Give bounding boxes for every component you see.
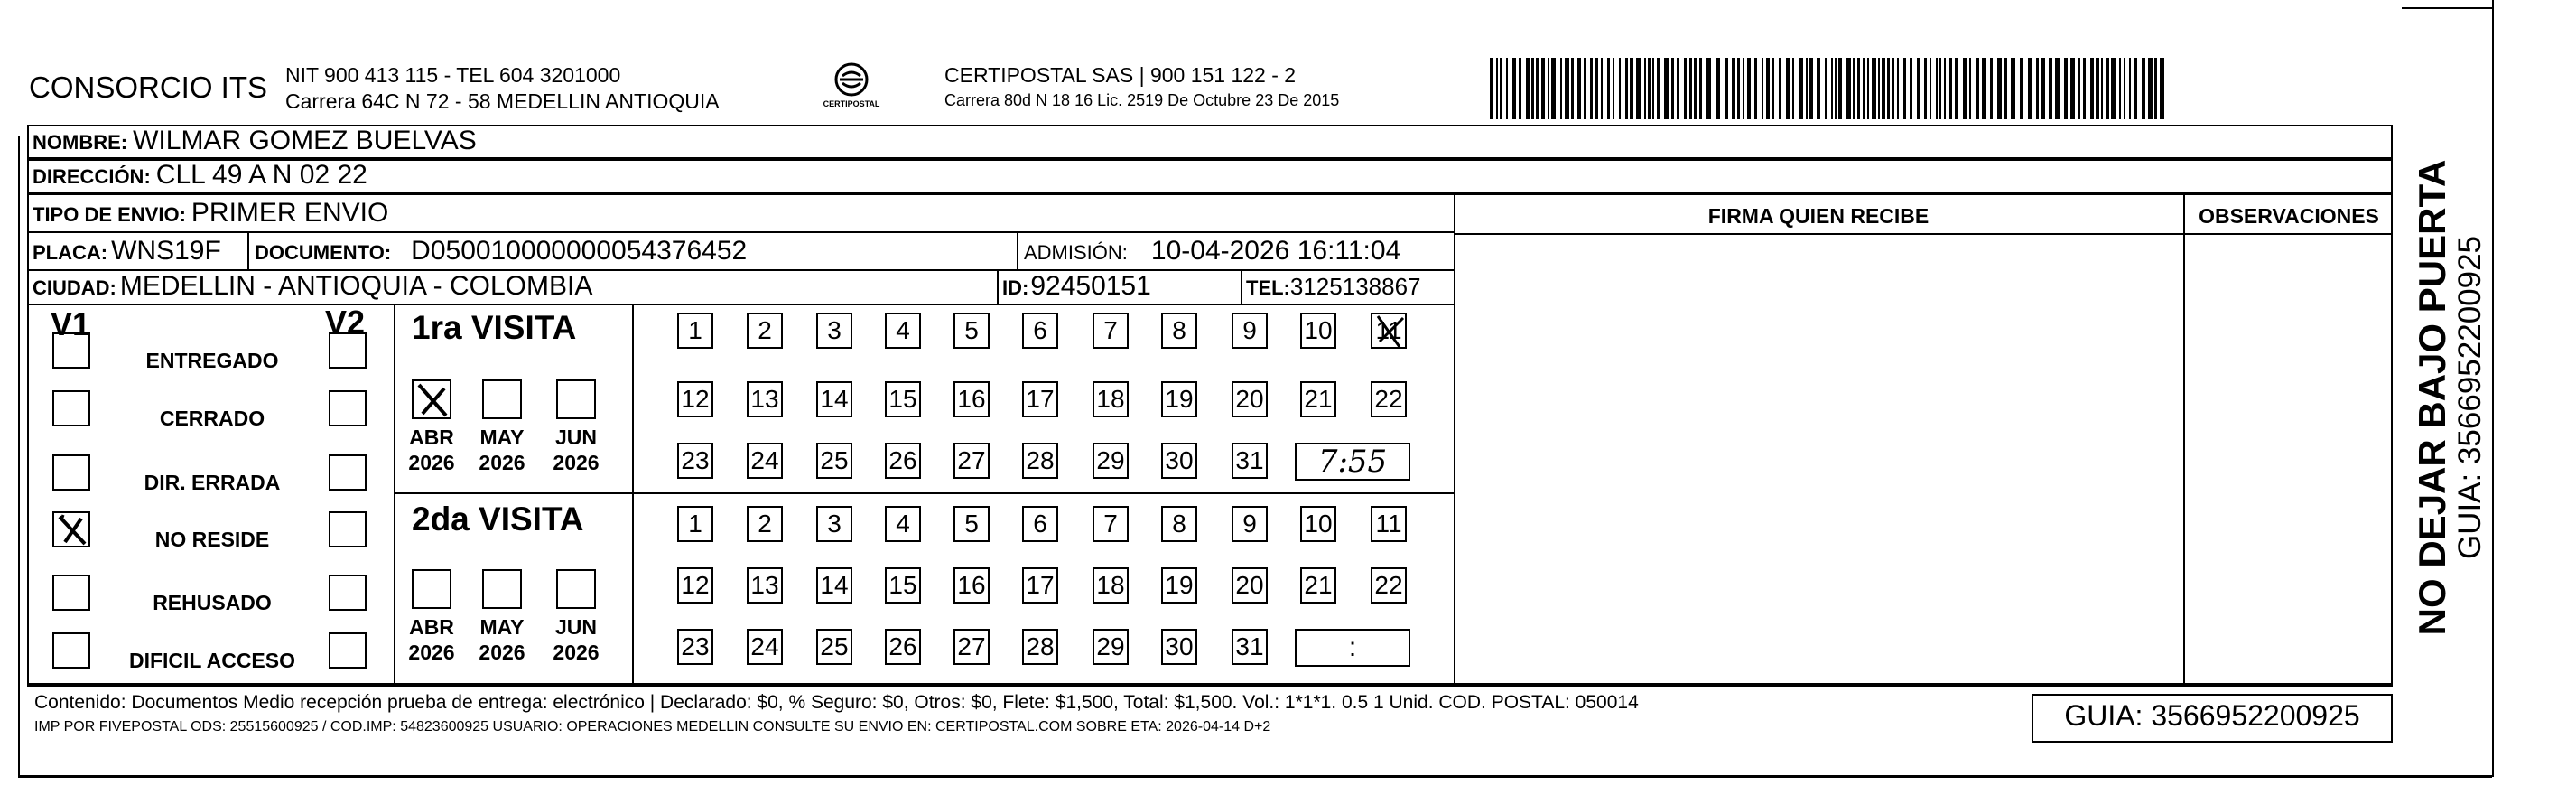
- second-day-box-27[interactable]: [953, 629, 990, 665]
- second-month-checkbox-jun[interactable]: [556, 569, 596, 609]
- v2-checkbox[interactable]: [329, 454, 367, 491]
- second-day-number: 27: [957, 632, 986, 660]
- first-day-box-14[interactable]: [816, 381, 852, 417]
- first-day-box-10[interactable]: [1300, 313, 1336, 349]
- second-day-box-10[interactable]: [1300, 506, 1336, 542]
- placa-content: [33, 236, 221, 267]
- second-day-number: 11: [1375, 510, 1402, 538]
- nombre-value: WILMAR GOMEZ BUELVAS: [133, 126, 477, 155]
- v2-checkbox[interactable]: [329, 511, 367, 547]
- second-visit-title: 2da VISITA: [412, 501, 584, 538]
- footer-top-line: [27, 685, 2393, 687]
- direccion-row: [27, 159, 2393, 193]
- first-day-box-27[interactable]: [953, 443, 990, 479]
- first-day-number: 5: [964, 316, 979, 344]
- first-day-number: 27: [957, 446, 986, 474]
- first-day-number: 11: [1375, 316, 1402, 344]
- first-day-box-16[interactable]: [953, 381, 990, 417]
- first-day-box-21[interactable]: [1300, 381, 1336, 417]
- first-day-number: 31: [1235, 446, 1264, 474]
- second-day-box-5[interactable]: [953, 506, 990, 542]
- documento-content: [255, 236, 747, 267]
- second-day-number: 31: [1235, 632, 1264, 660]
- first-day-box-3[interactable]: [816, 313, 852, 349]
- first-year-label: 2026: [408, 451, 455, 474]
- first-day-number: 6: [1033, 316, 1047, 344]
- first-year-label: 2026: [479, 451, 525, 474]
- first-year-label: 2026: [553, 451, 600, 474]
- first-day-box-30[interactable]: [1161, 443, 1197, 479]
- second-year-label: 2026: [553, 641, 600, 664]
- v2-checkbox[interactable]: [329, 390, 367, 426]
- second-day-box-24[interactable]: [747, 629, 783, 665]
- barcode: [1490, 58, 2165, 119]
- status-label: CERRADO: [159, 407, 265, 430]
- footer-line-1: Contenido: Documentos Medio recepción prueba de entrega: electrónico | Declarado: $0, % Seguro: $0, Otros: $0, Flete: $1,500, Total: $1,500. Vol.: 1*1*1. 0.5 1 Unid. COD. POSTAL: 050014: [34, 692, 1639, 713]
- observaciones-label: OBSERVACIONES: [2199, 204, 2379, 228]
- second-day-box-7[interactable]: [1093, 506, 1129, 542]
- second-day-box-11[interactable]: [1371, 506, 1407, 542]
- second-day-number: 4: [896, 510, 910, 538]
- first-month-checkbox-abr[interactable]: [412, 379, 451, 419]
- first-day-box-31[interactable]: [1232, 443, 1268, 479]
- visit-split-line: [394, 492, 1455, 494]
- v1-checkbox[interactable]: [52, 632, 90, 669]
- v1-checkbox[interactable]: [52, 390, 90, 426]
- frame-bottom-line: [18, 775, 2492, 778]
- firma-left-divider: [1454, 193, 1455, 685]
- tipo-value: PRIMER ENVIO: [191, 198, 389, 228]
- second-day-number: 25: [820, 632, 849, 660]
- months-divider: [632, 304, 634, 685]
- footer-line-2: IMP POR FIVEPOSTAL ODS: 25515600925 / COD.IMP: 54823600925 USUARIO: OPERACIONES MEDELLIN CONSULTE SU ENVIO EN: CERTIPOSTAL.COM SOBRE ETA: 2026-04-14 D+2: [34, 719, 1271, 735]
- second-day-number: 26: [888, 632, 917, 660]
- carrier-logo-text: CERTIPOSTAL: [823, 99, 880, 108]
- frame-left-line: [18, 136, 20, 777]
- admision-divider: [1017, 231, 1018, 269]
- first-day-box-20[interactable]: [1232, 381, 1268, 417]
- carrier-address: Carrera 80d N 18 16 Lic. 2519 De Octubre 23 De 2015: [944, 91, 1340, 109]
- second-day-box-6[interactable]: [1022, 506, 1058, 542]
- first-month-label: JUN: [554, 426, 597, 449]
- second-month-checkbox-may[interactable]: [482, 569, 522, 609]
- first-day-box-15[interactable]: [885, 381, 921, 417]
- v1-checkbox[interactable]: [52, 575, 90, 611]
- second-day-box-9[interactable]: [1232, 506, 1268, 542]
- second-day-box-22[interactable]: [1371, 567, 1407, 604]
- first-day-number: 19: [1165, 385, 1194, 413]
- direccion-label: DIRECCIÓN:: [33, 165, 151, 188]
- second-day-number: 13: [750, 571, 779, 599]
- first-day-box-5[interactable]: [953, 313, 990, 349]
- v1-checkbox[interactable]: [52, 454, 90, 491]
- first-day-number: 10: [1304, 316, 1333, 344]
- second-day-number: 20: [1235, 571, 1264, 599]
- nombre-label: NOMBRE:: [33, 131, 128, 154]
- second-day-number: 3: [827, 510, 842, 538]
- second-month-label: JUN: [554, 615, 597, 639]
- second-day-number: 5: [964, 510, 979, 538]
- first-day-number: 12: [681, 385, 710, 413]
- second-day-box-1[interactable]: [677, 506, 713, 542]
- second-day-number: 18: [1096, 571, 1125, 599]
- nombre-row-content: [33, 126, 477, 158]
- ciudad-row-bottom: [27, 304, 1455, 305]
- first-day-number: 18: [1096, 385, 1125, 413]
- first-day-box-8[interactable]: [1161, 313, 1197, 349]
- second-day-number: 24: [750, 632, 779, 660]
- v2-checkbox[interactable]: [329, 575, 367, 611]
- documento-value: D050010000000054376452: [411, 236, 748, 266]
- admision-label: ADMISIÓN:: [1024, 241, 1128, 264]
- company-name: CONSORCIO ITS: [29, 70, 268, 104]
- second-time-box[interactable]: :: [1295, 629, 1410, 667]
- second-day-box-12[interactable]: [677, 567, 713, 604]
- second-day-number: 10: [1304, 510, 1333, 538]
- first-day-box-13[interactable]: [747, 381, 783, 417]
- ciudad-value: MEDELLIN - ANTIOQUIA - COLOMBIA: [119, 271, 593, 301]
- second-day-number: 9: [1242, 510, 1257, 538]
- second-day-box-8[interactable]: [1161, 506, 1197, 542]
- second-day-box-18[interactable]: [1093, 567, 1129, 604]
- second-day-number: 15: [888, 571, 917, 599]
- status-label: NO RESIDE: [154, 528, 270, 551]
- firma-label: FIRMA QUIEN RECIBE: [1707, 204, 1930, 228]
- second-day-box-4[interactable]: [885, 506, 921, 542]
- first-day-number: 30: [1165, 446, 1194, 474]
- second-day-box-2[interactable]: [747, 506, 783, 542]
- company-address: Carrera 64C N 72 - 58 MEDELLIN ANTIOQUIA: [285, 89, 720, 113]
- first-day-number: 9: [1242, 316, 1257, 344]
- first-day-number: 17: [1026, 385, 1055, 413]
- second-day-box-25[interactable]: [816, 629, 852, 665]
- status-divider: [394, 304, 395, 685]
- id-value: 92450151: [1030, 271, 1151, 301]
- first-time-box[interactable]: 7:55: [1295, 443, 1410, 481]
- first-day-number: 3: [827, 316, 842, 344]
- second-day-box-3[interactable]: [816, 506, 852, 542]
- second-day-box-29[interactable]: [1093, 629, 1129, 665]
- second-day-number: 19: [1165, 571, 1194, 599]
- second-day-number: 6: [1033, 510, 1047, 538]
- second-day-box-23[interactable]: [677, 629, 713, 665]
- first-month-checkbox-may[interactable]: [482, 379, 522, 419]
- first-day-box-25[interactable]: [816, 443, 852, 479]
- second-year-label: 2026: [479, 641, 525, 664]
- tel-divider: [1241, 269, 1242, 304]
- second-day-box-15[interactable]: [885, 567, 921, 604]
- first-day-number: 1: [688, 316, 702, 344]
- second-day-box-17[interactable]: [1022, 567, 1058, 604]
- first-day-mark: [1372, 314, 1409, 357]
- carrier-name: CERTIPOSTAL SAS | 900 151 122 - 2: [944, 63, 1297, 87]
- second-day-box-16[interactable]: [953, 567, 990, 604]
- second-month-label: ABR: [409, 615, 454, 639]
- first-day-number: 23: [681, 446, 710, 474]
- first-day-box-26[interactable]: [885, 443, 921, 479]
- side-guia: GUIA: 3566952200925: [2452, 235, 2488, 560]
- v2-label: V2: [325, 304, 366, 341]
- second-day-number: 29: [1096, 632, 1125, 660]
- first-day-box-29[interactable]: [1093, 443, 1129, 479]
- first-day-box-24[interactable]: [747, 443, 783, 479]
- second-day-number: 7: [1103, 510, 1118, 538]
- second-day-number: 14: [820, 571, 849, 599]
- first-month-label: MAY: [479, 426, 525, 449]
- tel-content: [1246, 273, 1421, 301]
- first-day-box-18[interactable]: [1093, 381, 1129, 417]
- direccion-row-content: [33, 160, 367, 191]
- first-month-label: ABR: [409, 426, 454, 449]
- first-day-number: 4: [896, 316, 910, 344]
- placa-divider: [247, 231, 249, 269]
- side-warning: NO DEJAR BAJO PUERTA: [2411, 159, 2453, 636]
- first-day-box-9[interactable]: [1232, 313, 1268, 349]
- first-day-number: 28: [1026, 446, 1055, 474]
- second-day-number: 1: [688, 510, 702, 538]
- first-visit-title: 1ra VISITA: [412, 309, 577, 346]
- status-label: DIR. ERRADA: [144, 471, 281, 494]
- admision-content: [1024, 236, 1400, 267]
- v2-checkbox[interactable]: [329, 632, 367, 669]
- first-day-number: 21: [1304, 385, 1333, 413]
- first-day-box-6[interactable]: [1022, 313, 1058, 349]
- frame-right-line: [2492, 0, 2494, 777]
- first-day-number: 8: [1172, 316, 1186, 344]
- first-day-box-17[interactable]: [1022, 381, 1058, 417]
- first-day-number: 20: [1235, 385, 1264, 413]
- first-day-number: 14: [820, 385, 849, 413]
- admision-value: 10-04-2026 16:11:04: [1150, 236, 1401, 266]
- second-day-number: 23: [681, 632, 710, 660]
- second-month-checkbox-abr[interactable]: [412, 569, 451, 609]
- second-day-box-21[interactable]: [1300, 567, 1336, 604]
- second-year-label: 2026: [408, 641, 455, 664]
- second-month-label: MAY: [479, 615, 525, 639]
- documento-label: DOCUMENTO:: [255, 241, 392, 264]
- placa-label: PLACA:: [33, 241, 108, 264]
- second-day-number: 8: [1172, 510, 1186, 538]
- first-day-box-1[interactable]: [677, 313, 713, 349]
- carrier-logo: [820, 61, 883, 112]
- first-day-number: 2: [758, 316, 772, 344]
- first-day-number: 29: [1096, 446, 1125, 474]
- first-day-box-4[interactable]: [885, 313, 921, 349]
- company-nit: NIT 900 413 115 - TEL 604 3201000: [285, 63, 621, 87]
- observaciones-divider: [2183, 193, 2185, 685]
- second-day-number: 17: [1026, 571, 1055, 599]
- tipo-label: TIPO DE ENVIO:: [33, 203, 186, 226]
- second-day-box-28[interactable]: [1022, 629, 1058, 665]
- first-day-box-23[interactable]: [677, 443, 713, 479]
- first-day-box-2[interactable]: [747, 313, 783, 349]
- first-day-box-19[interactable]: [1161, 381, 1197, 417]
- first-day-number: 22: [1374, 385, 1403, 413]
- v1-label: V1: [51, 305, 91, 342]
- tel-label: TEL:: [1246, 276, 1290, 299]
- v2-checkbox[interactable]: [329, 332, 367, 369]
- footer-guia: GUIA: 3566952200925: [2064, 699, 2360, 732]
- second-day-box-19[interactable]: [1161, 567, 1197, 604]
- first-day-number: 13: [750, 385, 779, 413]
- second-day-box-14[interactable]: [816, 567, 852, 604]
- firma-header-bottom: [1454, 233, 2393, 235]
- second-day-box-13[interactable]: [747, 567, 783, 604]
- first-day-number: 7: [1103, 316, 1118, 344]
- id-label: ID:: [1002, 276, 1029, 299]
- first-day-box-11[interactable]: [1371, 313, 1407, 349]
- second-day-number: 2: [758, 510, 772, 538]
- status-label: DIFICIL ACCESO: [128, 649, 295, 672]
- second-day-box-20[interactable]: [1232, 567, 1268, 604]
- main-body: [27, 193, 2393, 685]
- first-day-box-28[interactable]: [1022, 443, 1058, 479]
- tel-value: 3125138867: [1289, 273, 1421, 300]
- placa-value: WNS19F: [111, 236, 221, 266]
- tipo-row-content: [33, 198, 388, 229]
- second-day-number: 16: [957, 571, 986, 599]
- second-day-number: 28: [1026, 632, 1055, 660]
- second-day-number: 21: [1304, 571, 1333, 599]
- ciudad-content: [33, 271, 592, 302]
- v1-checkbox[interactable]: [52, 332, 90, 369]
- first-day-number: 16: [957, 385, 986, 413]
- id-divider: [997, 269, 999, 304]
- first-day-number: 24: [750, 446, 779, 474]
- first-day-box-7[interactable]: [1093, 313, 1129, 349]
- status-label: REHUSADO: [153, 591, 272, 614]
- second-day-number: 12: [681, 571, 710, 599]
- second-day-box-30[interactable]: [1161, 629, 1197, 665]
- second-day-number: 22: [1374, 571, 1403, 599]
- second-day-number: 30: [1165, 632, 1194, 660]
- direccion-value: CLL 49 A N 02 22: [155, 160, 367, 190]
- status-label: ENTREGADO: [145, 349, 279, 372]
- first-day-box-22[interactable]: [1371, 381, 1407, 417]
- first-day-number: 15: [888, 385, 917, 413]
- id-content: [1002, 271, 1151, 302]
- first-day-box-12[interactable]: [677, 381, 713, 417]
- second-day-box-26[interactable]: [885, 629, 921, 665]
- v1-checkbox[interactable]: [52, 511, 90, 547]
- ciudad-label: CIUDAD:: [33, 276, 116, 299]
- first-day-number: 25: [820, 446, 849, 474]
- first-day-number: 26: [888, 446, 917, 474]
- tipo-row-bottom: [27, 231, 1455, 233]
- second-day-box-31[interactable]: [1232, 629, 1268, 665]
- frame-top-right-line: [2402, 7, 2492, 9]
- first-month-checkbox-jun[interactable]: [556, 379, 596, 419]
